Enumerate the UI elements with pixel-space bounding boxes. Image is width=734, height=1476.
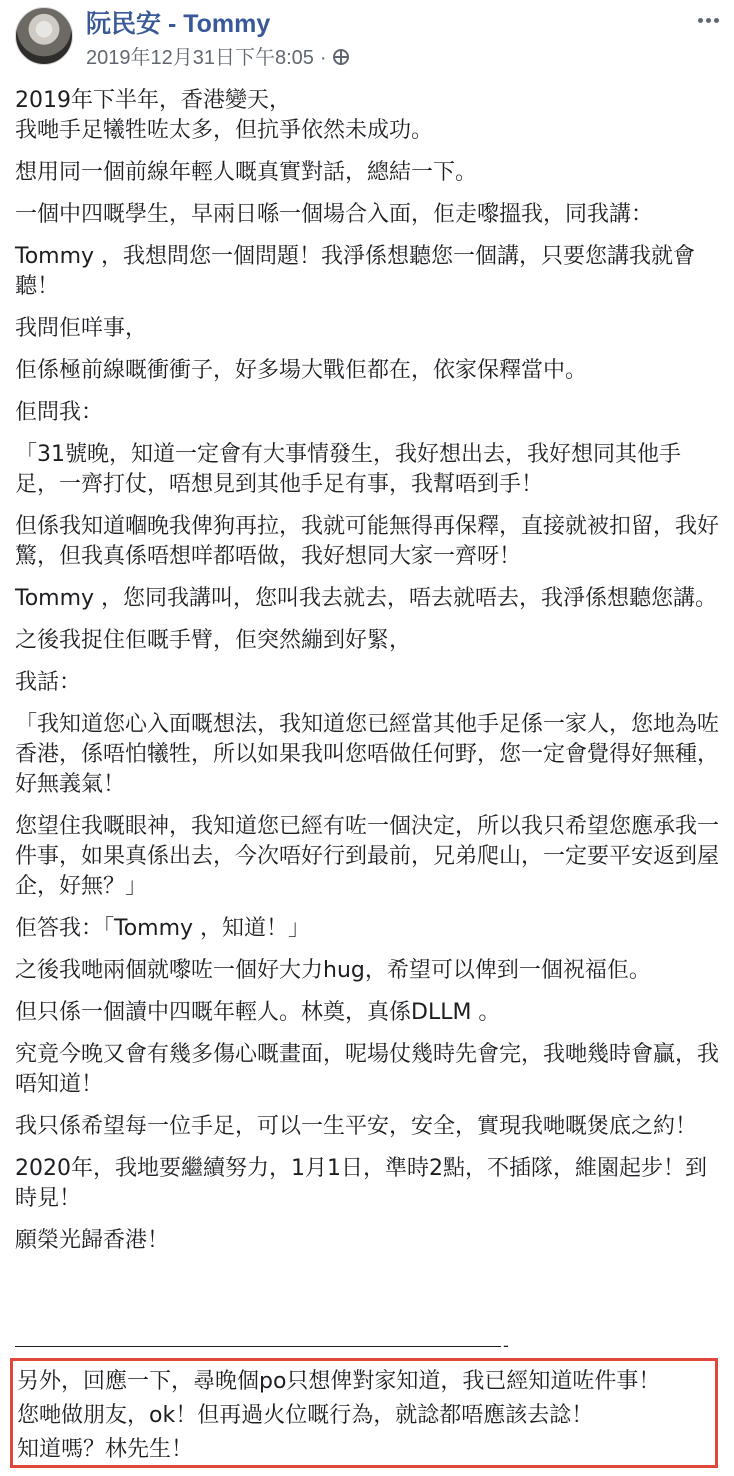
globe-icon[interactable] <box>333 49 349 65</box>
post-paragraph: 想用同一個前線年輕人嘅真實對話，總結一下。 <box>15 160 478 185</box>
post-paragraph: 但係我知道嗰晚我俾狗再拉，我就可能無得再保釋，直接就被扣留，我好驚，但我真係唔想咩都唔做，我好想同大家一齊呀！ <box>15 514 720 569</box>
post-meta <box>86 46 349 70</box>
post-paragraph: 佢答我：「Tommy ，知道！」 <box>15 916 311 941</box>
post-paragraph: 一個中四嘅學生，早兩日喺一個場合入面，佢走嚟搵我，同我講： <box>15 202 654 227</box>
post-paragraph: 您望住我嘅眼神，我知道您已經有咗一個決定，所以我只希望您應承我一件事，如果真係出去，今次唔好行到最前，兄弟爬山，一定要平安返到屋企，好無？」 <box>15 814 720 899</box>
post-paragraph: 之後我哋兩個就嚟咗一個好大力hug，希望可以俾到一個祝福佢。 <box>15 958 651 983</box>
meta-separator: · <box>319 47 327 69</box>
post-paragraph: 2019年下半年，香港變天， 我哋手足犧牲咗太多，但抗爭依然未成功。 <box>15 88 434 143</box>
post-paragraph: 我問佢咩事， <box>15 316 148 341</box>
post-paragraph: 我話： <box>15 670 82 695</box>
divider-tail: - <box>503 1336 509 1355</box>
post-paragraph: 「我知道您心入面嘅想法，我知道您已經當其他手足係一家人，您地為咗香港，係唔怕犧牲，所以如果我叫您唔做任何野，您一定會覺得好無種，好無義氣！ <box>15 712 720 797</box>
post-body <box>15 86 720 1268</box>
more-options-icon[interactable] <box>698 18 720 24</box>
post-timestamp[interactable]: 2019年12月31日下午8:05 <box>86 47 314 69</box>
post-paragraph: 究竟今晚又會有幾多傷心嘅畫面，呢場仗幾時先會完，我哋幾時會贏，我唔知道！ <box>15 1042 720 1097</box>
highlighted-line: 知道嗎？林先生！ <box>17 1437 194 1462</box>
post-paragraph: 我只係希望每一位手足，可以一生平安，安全，實現我哋嘅煲底之約！ <box>15 1114 698 1139</box>
post-paragraph: Tommy ，您同我講叫，您叫我去就去，唔去就唔去，我淨係想聽您講。 <box>15 586 718 611</box>
post-paragraph: 之後我捉住佢嘅手臂，佢突然繃到好緊， <box>15 628 412 653</box>
post-paragraph: 「31號晚，知道一定會有大事情發生，我好想出去，我好想同其他手足，一齊打仗，唔想見到其他手足有事，我幫唔到手！ <box>15 442 681 497</box>
post-paragraph: Tommy ，我想問您一個問題！我淨係想聽您一個講，只要您講我就會聽！ <box>15 244 696 299</box>
text-divider <box>15 1346 501 1347</box>
post-header <box>0 0 734 76</box>
post-paragraph: 佢問我： <box>15 400 104 425</box>
author-name[interactable]: 阮民安 - Tommy <box>86 10 271 38</box>
post-paragraph: 但只係一個讀中四嘅年輕人。林奠，真係DLLM 。 <box>15 1000 501 1025</box>
post-paragraph: 願榮光歸香港！ <box>15 1228 170 1253</box>
post-paragraph: 佢係極前線嘅衝衝子，好多場大戰佢都在，依家保釋當中。 <box>15 358 588 383</box>
author-avatar[interactable] <box>15 7 73 65</box>
highlighted-line: 另外，回應一下，尋晚個po只想俾對家知道，我已經知道咗件事！ <box>17 1369 661 1394</box>
highlighted-reply-box <box>10 1358 718 1468</box>
highlighted-line: 您哋做朋友，ok！但再過火位嘅行為，就諗都唔應該去諗！ <box>17 1403 594 1428</box>
post-paragraph: 2020年，我地要繼續努力，1月1日，準時2點，不插隊，維園起步！到時見！ <box>15 1156 707 1211</box>
